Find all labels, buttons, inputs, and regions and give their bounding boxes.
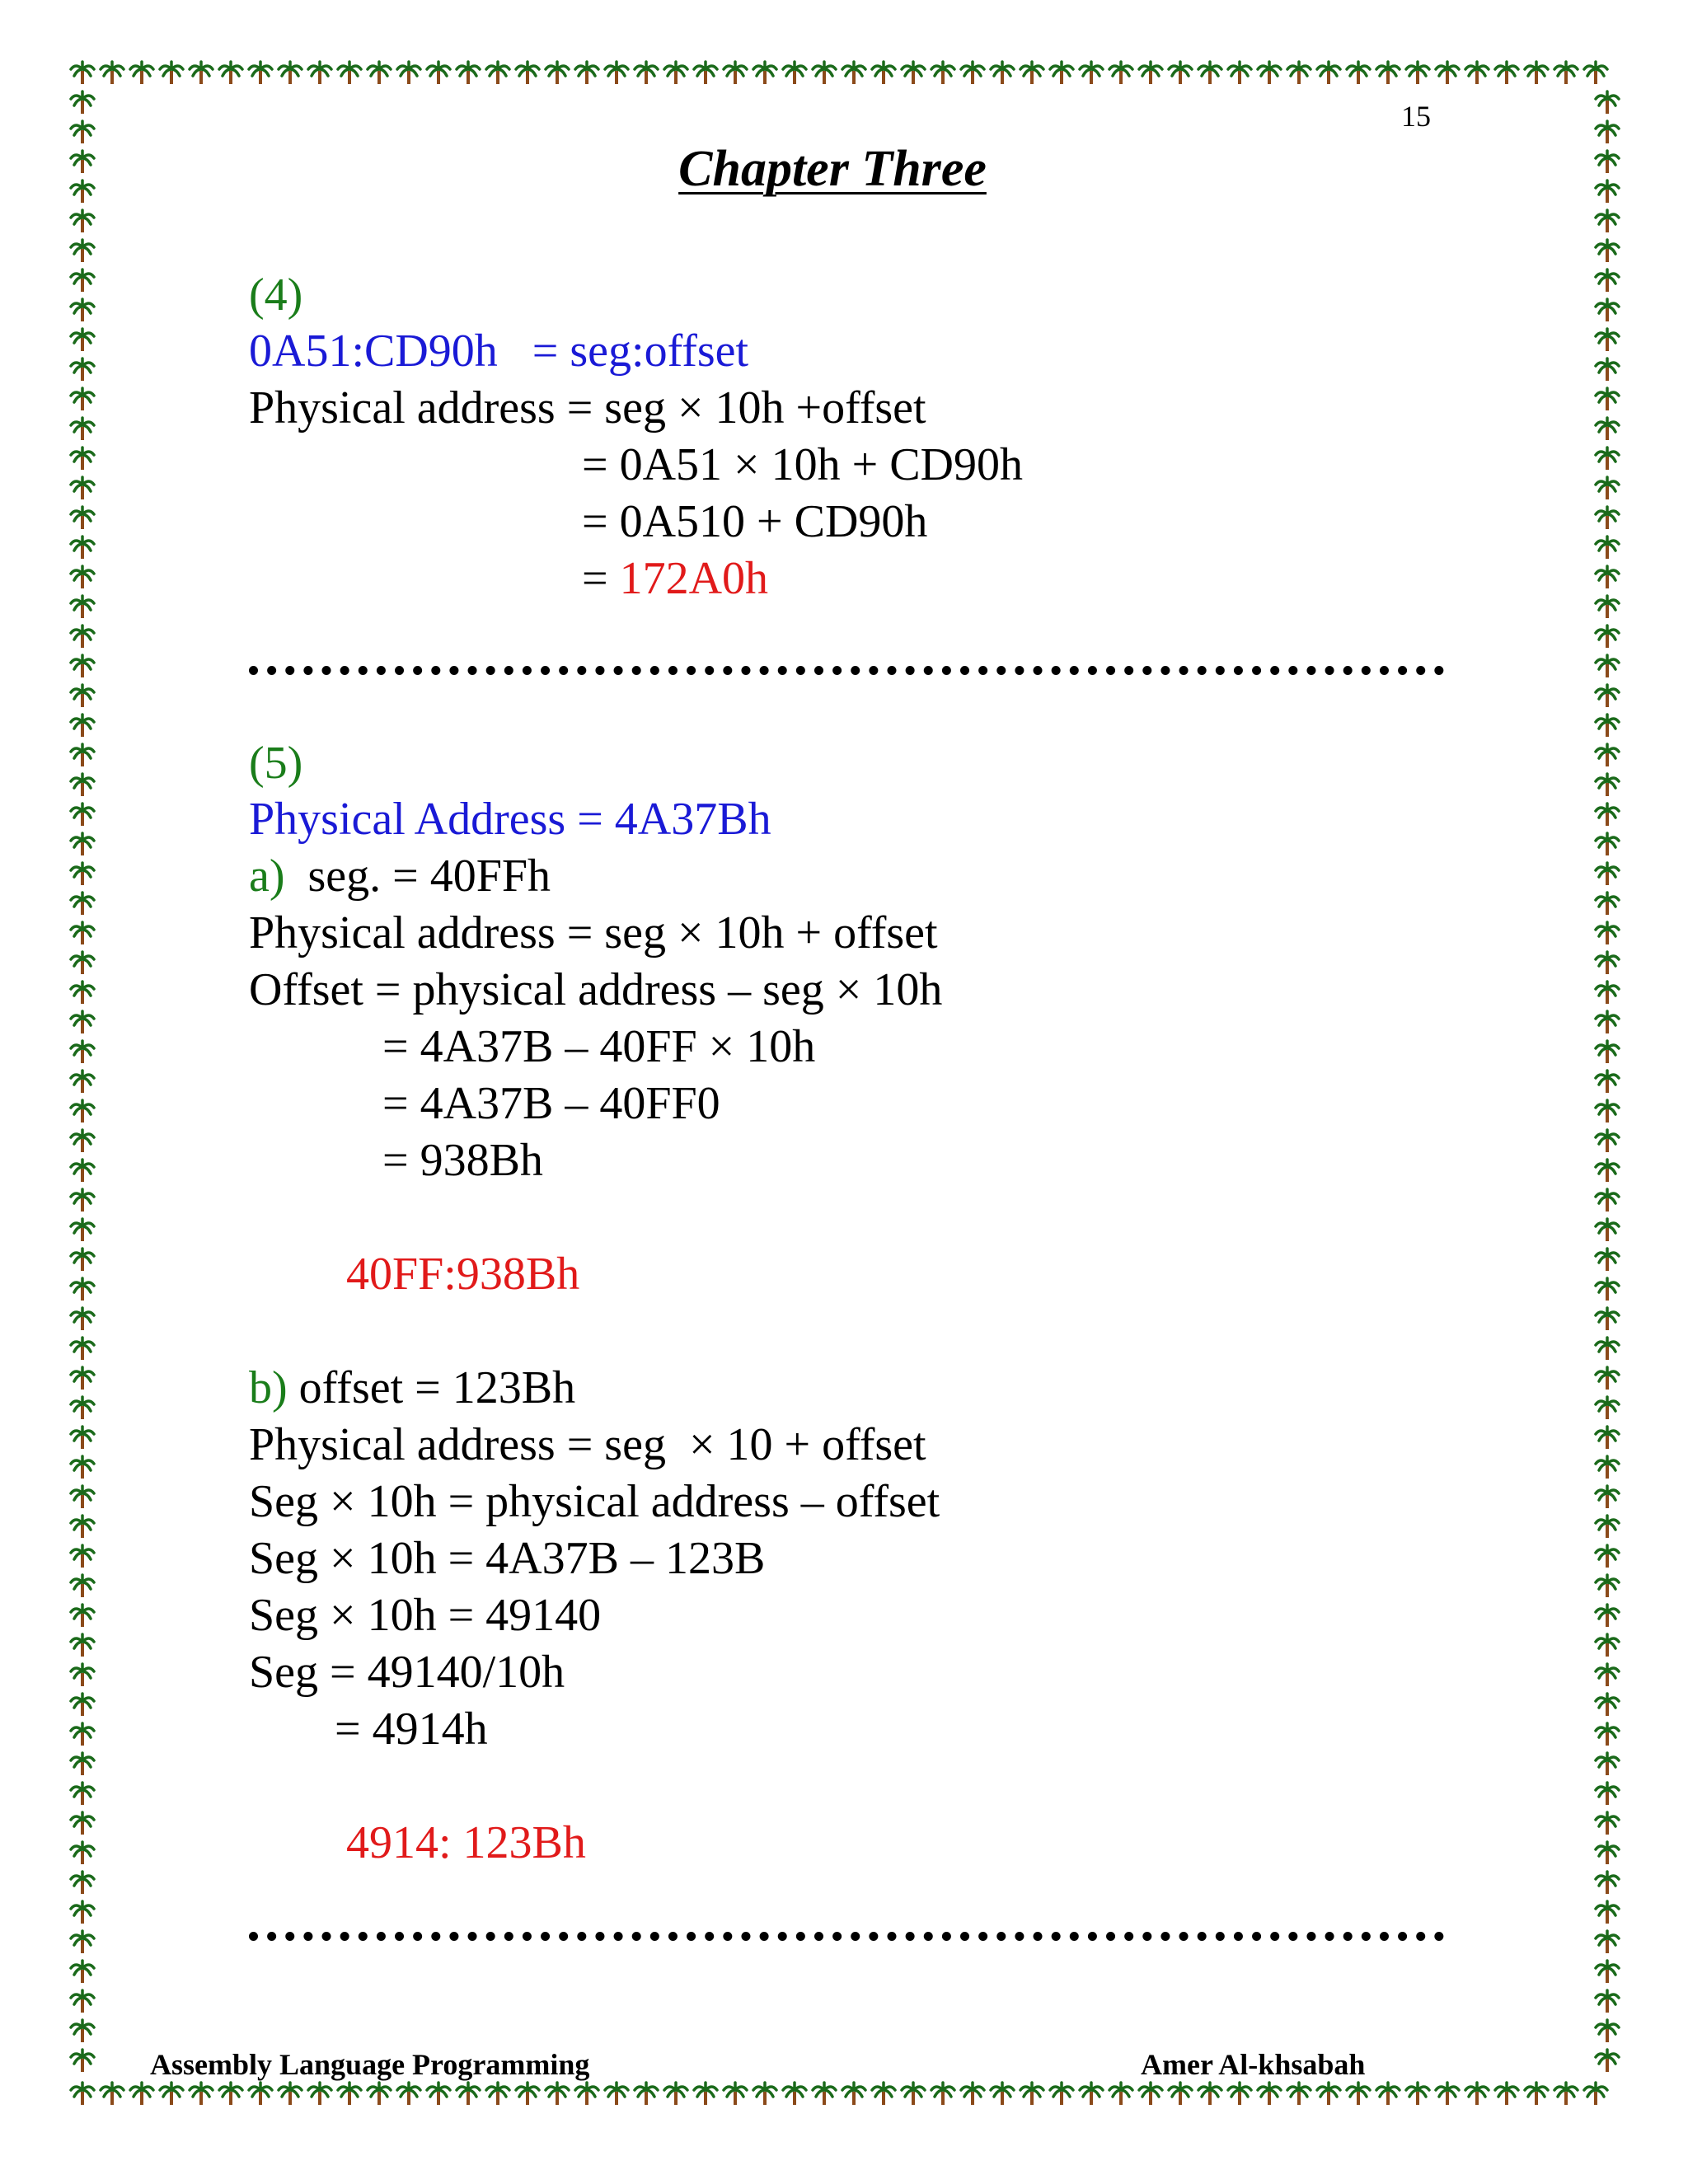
palm-tree-icon <box>71 1189 94 1212</box>
palm-tree-icon <box>1596 1872 1619 1894</box>
palm-tree-icon <box>1596 1041 1619 1063</box>
palm-tree-icon <box>516 2083 539 2105</box>
problem-4-label: (4) <box>249 269 303 321</box>
palm-tree-icon <box>1596 833 1619 855</box>
palm-tree-icon <box>279 62 302 84</box>
palm-tree-icon <box>71 537 94 559</box>
palm-tree-icon <box>71 982 94 1004</box>
part-a-given: seg. = 40FFh <box>284 851 551 902</box>
problem-4-result-line <box>582 555 768 602</box>
palm-tree-icon <box>1596 1664 1619 1686</box>
palm-tree-icon <box>1596 537 1619 559</box>
palm-tree-icon <box>160 62 183 84</box>
palm-tree-icon <box>71 1634 94 1657</box>
page-number: 15 <box>1401 100 1431 133</box>
palm-tree-icon <box>160 2083 183 2105</box>
palm-tree-icon <box>71 1990 94 2013</box>
palm-tree-icon <box>1596 626 1619 648</box>
problem-5-label: (5) <box>249 738 303 789</box>
part-b-step-2: Seg × 10h = 49140 <box>249 1590 602 1641</box>
palm-tree-icon <box>71 1486 94 1508</box>
footer-author: Amer Al-khsabah <box>1141 2048 1366 2081</box>
palm-tree-icon <box>753 2083 776 2105</box>
footer-course-title: Assembly Language Programming <box>150 2048 590 2081</box>
palm-tree-icon <box>1596 1427 1619 1449</box>
part-b-marker: b) <box>249 1362 288 1413</box>
part-a-step-2: = 4A37B – 40FF0 <box>382 1078 720 1129</box>
palm-tree-icon <box>1169 2083 1192 2105</box>
palm-tree-icon <box>1596 1338 1619 1360</box>
palm-tree-icon <box>813 62 836 84</box>
palm-tree-icon <box>1584 62 1607 84</box>
palm-tree-icon <box>1020 62 1043 84</box>
palm-tree-icon <box>1596 1931 1619 1953</box>
palm-tree-icon <box>71 922 94 944</box>
palm-tree-icon <box>1596 1189 1619 1212</box>
palm-tree-icon <box>1596 388 1619 410</box>
palm-tree-icon <box>71 1308 94 1330</box>
palm-tree-icon <box>1376 62 1400 84</box>
palm-tree-icon <box>71 804 94 826</box>
palm-tree-icon <box>991 2083 1014 2105</box>
palm-tree-icon <box>1139 62 1162 84</box>
part-b-step-3: Seg = 49140/10h <box>249 1647 565 1698</box>
palm-tree-icon <box>71 1130 94 1152</box>
palm-tree-icon <box>635 2083 658 2105</box>
palm-tree-icon <box>575 2083 598 2105</box>
palm-tree-icon <box>664 62 687 84</box>
palm-tree-icon <box>1596 1783 1619 1805</box>
palm-tree-icon <box>71 1338 94 1360</box>
palm-tree-icon <box>1596 804 1619 826</box>
palm-tree-icon <box>1596 1367 1619 1390</box>
part-b-formula: Physical address = seg × 10 + offset <box>249 1419 926 1470</box>
palm-tree-icon <box>635 62 658 84</box>
palm-tree-icon <box>753 62 776 84</box>
palm-tree-icon <box>1596 1575 1619 1597</box>
palm-tree-icon <box>71 1575 94 1597</box>
palm-tree-icon <box>1596 1456 1619 1479</box>
palm-tree-icon <box>71 1901 94 1924</box>
palm-tree-icon <box>1596 1605 1619 1627</box>
palm-tree-icon <box>1596 566 1619 588</box>
palm-tree-icon <box>1495 2083 1518 2105</box>
palm-tree-icon <box>1258 2083 1281 2105</box>
palm-tree-icon <box>1596 418 1619 440</box>
problem-4-formula: Physical address = seg × 10h +offset <box>249 382 926 434</box>
palm-tree-icon <box>1596 1694 1619 1716</box>
palm-tree-icon <box>101 62 124 84</box>
palm-tree-icon <box>1596 1516 1619 1538</box>
palm-tree-icon <box>1525 2083 1548 2105</box>
palm-tree-icon <box>872 2083 895 2105</box>
part-a-marker: a) <box>249 851 285 902</box>
palm-tree-icon <box>71 833 94 855</box>
palm-tree-icon <box>71 1516 94 1538</box>
part-b-given-line <box>249 1362 576 1413</box>
palm-tree-icon <box>71 1427 94 1449</box>
palm-tree-icon <box>71 418 94 440</box>
palm-tree-icon <box>457 62 480 84</box>
problem-4-given: 0A51:CD90h = seg:offset <box>249 326 749 377</box>
palm-tree-icon <box>71 1278 94 1301</box>
palm-tree-icon <box>308 2083 331 2105</box>
palm-tree-icon <box>71 1071 94 1093</box>
palm-tree-icon <box>71 1397 94 1419</box>
palm-tree-icon <box>1596 1160 1619 1182</box>
palm-tree-icon <box>991 62 1014 84</box>
dotted-divider <box>249 1932 1444 1941</box>
palm-tree-icon <box>1495 62 1518 84</box>
palm-tree-icon <box>1596 952 1619 974</box>
palm-tree-icon <box>486 62 509 84</box>
palm-tree-icon <box>1465 62 1489 84</box>
palm-tree-icon <box>71 1694 94 1716</box>
palm-tree-icon <box>71 1664 94 1686</box>
palm-tree-icon <box>71 655 94 677</box>
dotted-divider <box>249 666 1444 675</box>
problem-4-step-2: = 0A510 + CD90h <box>582 496 928 547</box>
problem-4-result-prefix: = <box>582 553 620 604</box>
palm-tree-icon <box>1347 62 1370 84</box>
palm-tree-icon <box>783 62 806 84</box>
palm-tree-icon <box>427 2083 450 2105</box>
palm-tree-icon <box>1596 1545 1619 1568</box>
palm-tree-icon <box>1596 774 1619 796</box>
palm-tree-icon <box>605 2083 628 2105</box>
palm-tree-icon <box>1347 2083 1370 2105</box>
palm-tree-icon <box>1596 448 1619 470</box>
palm-tree-icon <box>1596 1278 1619 1301</box>
palm-tree-icon <box>1465 2083 1489 2105</box>
palm-tree-icon <box>368 62 391 84</box>
palm-tree-icon <box>1109 2083 1132 2105</box>
palm-tree-icon <box>71 1249 94 1271</box>
palm-tree-icon <box>249 2083 272 2105</box>
palm-tree-icon <box>931 2083 954 2105</box>
palm-tree-icon <box>1525 62 1548 84</box>
palm-tree-icon <box>546 2083 569 2105</box>
palm-tree-icon <box>190 62 213 84</box>
palm-tree-icon <box>71 2050 94 2072</box>
part-b-step-4: = 4914h <box>335 1704 488 1755</box>
palm-tree-icon <box>1050 62 1073 84</box>
palm-tree-icon <box>1436 62 1459 84</box>
palm-tree-icon <box>1596 2050 1619 2072</box>
palm-tree-icon <box>71 507 94 529</box>
palm-tree-icon <box>1317 62 1340 84</box>
palm-tree-icon <box>961 2083 984 2105</box>
palm-tree-icon <box>694 2083 717 2105</box>
palm-tree-icon <box>71 329 94 351</box>
palm-tree-icon <box>516 62 539 84</box>
part-b-answer: 4914: 123Bh <box>346 1817 586 1868</box>
palm-tree-icon <box>71 715 94 737</box>
palm-tree-icon <box>1596 982 1619 1004</box>
palm-tree-icon <box>783 2083 806 2105</box>
palm-tree-icon <box>219 62 242 84</box>
palm-tree-icon <box>71 2020 94 2042</box>
palm-tree-icon <box>71 1931 94 1953</box>
palm-tree-icon <box>71 1160 94 1182</box>
palm-tree-icon <box>71 1812 94 1835</box>
palm-tree-icon <box>71 240 94 262</box>
palm-tree-icon <box>1596 210 1619 232</box>
palm-tree-icon <box>872 62 895 84</box>
palm-tree-icon <box>1596 1990 1619 2013</box>
palm-tree-icon <box>1596 1249 1619 1271</box>
palm-tree-icon <box>71 893 94 915</box>
palm-tree-icon <box>1169 62 1192 84</box>
palm-tree-icon <box>842 62 865 84</box>
part-a-step-3: = 938Bh <box>382 1135 543 1186</box>
palm-tree-icon <box>842 2083 865 2105</box>
palm-tree-icon <box>961 62 984 84</box>
palm-tree-icon <box>71 269 94 292</box>
palm-tree-icon <box>71 1456 94 1479</box>
palm-tree-icon <box>308 62 331 84</box>
palm-tree-icon <box>664 2083 687 2105</box>
palm-tree-icon <box>1228 62 1251 84</box>
palm-tree-icon <box>1050 2083 1073 2105</box>
palm-tree-icon <box>931 62 954 84</box>
palm-tree-icon <box>1596 91 1619 114</box>
palm-tree-icon <box>71 952 94 974</box>
palm-tree-icon <box>427 62 450 84</box>
palm-tree-icon <box>1584 2083 1607 2105</box>
palm-tree-icon <box>1287 2083 1311 2105</box>
palm-tree-icon <box>1596 1842 1619 1864</box>
palm-tree-icon <box>1596 1397 1619 1419</box>
palm-tree-icon <box>130 2083 153 2105</box>
palm-tree-icon <box>1596 329 1619 351</box>
palm-tree-icon <box>1109 62 1132 84</box>
palm-tree-icon <box>902 2083 925 2105</box>
palm-tree-icon <box>1596 240 1619 262</box>
palm-tree-icon <box>397 2083 420 2105</box>
palm-tree-icon <box>190 2083 213 2105</box>
palm-tree-icon <box>71 1545 94 1568</box>
palm-tree-icon <box>71 1753 94 1775</box>
palm-tree-icon <box>1436 2083 1459 2105</box>
palm-tree-icon <box>1596 685 1619 707</box>
palm-tree-icon <box>71 299 94 321</box>
palm-tree-icon <box>71 1842 94 1864</box>
palm-tree-icon <box>71 388 94 410</box>
palm-tree-icon <box>1596 1812 1619 1835</box>
palm-tree-icon <box>249 62 272 84</box>
palm-tree-icon <box>71 1219 94 1241</box>
palm-tree-icon <box>1596 507 1619 529</box>
part-a-formula: Physical address = seg × 10h + offset <box>249 907 938 958</box>
palm-tree-icon <box>71 1605 94 1627</box>
palm-tree-icon <box>71 477 94 499</box>
palm-tree-icon <box>1198 2083 1221 2105</box>
palm-tree-icon <box>71 1011 94 1033</box>
part-a-step-1: = 4A37B – 40FF × 10h <box>382 1021 816 1072</box>
palm-tree-icon <box>1596 596 1619 618</box>
palm-tree-icon <box>1406 2083 1429 2105</box>
palm-tree-icon <box>1228 2083 1251 2105</box>
palm-tree-icon <box>694 62 717 84</box>
palm-tree-icon <box>1596 1486 1619 1508</box>
palm-tree-icon <box>1596 1219 1619 1241</box>
palm-tree-icon <box>1596 655 1619 677</box>
palm-tree-icon <box>457 2083 480 2105</box>
palm-tree-icon <box>1596 1100 1619 1122</box>
part-b-step-1: Seg × 10h = 4A37B – 123B <box>249 1533 766 1584</box>
palm-tree-icon <box>71 210 94 232</box>
palm-tree-icon <box>1596 922 1619 944</box>
palm-tree-icon <box>1080 62 1103 84</box>
palm-tree-icon <box>71 566 94 588</box>
palm-tree-icon <box>71 1961 94 1983</box>
palm-tree-icon <box>1406 62 1429 84</box>
palm-tree-icon <box>1198 62 1221 84</box>
palm-tree-icon <box>368 2083 391 2105</box>
palm-tree-icon <box>1596 715 1619 737</box>
palm-tree-icon <box>1596 1071 1619 1093</box>
palm-tree-icon <box>724 62 747 84</box>
palm-tree-icon <box>71 863 94 885</box>
part-b-rearranged: Seg × 10h = physical address – offset <box>249 1476 940 1527</box>
palm-tree-icon <box>1596 269 1619 292</box>
palm-tree-icon <box>71 596 94 618</box>
palm-tree-icon <box>1596 863 1619 885</box>
palm-tree-icon <box>71 1367 94 1390</box>
palm-tree-icon <box>1596 744 1619 766</box>
palm-tree-icon <box>1596 1723 1619 1746</box>
palm-tree-icon <box>575 62 598 84</box>
palm-tree-icon <box>71 1041 94 1063</box>
palm-tree-icon <box>71 1723 94 1746</box>
palm-tree-icon <box>1596 1634 1619 1657</box>
palm-tree-icon <box>71 1783 94 1805</box>
palm-tree-icon <box>1020 2083 1043 2105</box>
palm-tree-icon <box>1554 62 1578 84</box>
palm-tree-icon <box>1139 2083 1162 2105</box>
palm-tree-icon <box>71 359 94 381</box>
palm-tree-icon <box>1287 62 1311 84</box>
problem-5-given: Physical Address = 4A37Bh <box>249 794 771 845</box>
palm-tree-icon <box>1596 1308 1619 1330</box>
palm-tree-icon <box>1596 1130 1619 1152</box>
palm-tree-icon <box>71 685 94 707</box>
palm-tree-icon <box>1596 299 1619 321</box>
palm-tree-icon <box>71 1872 94 1894</box>
palm-tree-icon <box>1596 893 1619 915</box>
palm-tree-icon <box>1596 1961 1619 1983</box>
part-a-given-line <box>249 851 551 902</box>
part-a-answer: 40FF:938Bh <box>346 1249 580 1300</box>
palm-tree-icon <box>71 91 94 114</box>
palm-tree-icon <box>101 2083 124 2105</box>
palm-tree-icon <box>546 62 569 84</box>
palm-tree-icon <box>397 62 420 84</box>
palm-tree-icon <box>1596 1011 1619 1033</box>
palm-tree-icon <box>486 2083 509 2105</box>
palm-tree-icon <box>219 2083 242 2105</box>
palm-tree-icon <box>71 2083 94 2105</box>
palm-tree-icon <box>71 774 94 796</box>
palm-tree-icon <box>1376 2083 1400 2105</box>
palm-tree-icon <box>1596 1753 1619 1775</box>
palm-tree-icon <box>338 2083 361 2105</box>
palm-tree-icon <box>71 626 94 648</box>
palm-tree-icon <box>71 448 94 470</box>
palm-tree-icon <box>1080 2083 1103 2105</box>
palm-tree-icon <box>1596 1901 1619 1924</box>
palm-tree-icon <box>1596 477 1619 499</box>
palm-tree-icon <box>1596 2020 1619 2042</box>
palm-tree-icon <box>130 62 153 84</box>
palm-tree-icon <box>71 62 94 84</box>
palm-tree-icon <box>71 744 94 766</box>
palm-tree-icon <box>605 62 628 84</box>
palm-tree-icon <box>338 62 361 84</box>
palm-tree-icon <box>813 2083 836 2105</box>
part-b-given: offset = 123Bh <box>287 1362 576 1413</box>
problem-4-result: 172A0h <box>619 553 769 604</box>
palm-tree-icon <box>1554 2083 1578 2105</box>
problem-4-step-1: = 0A51 × 10h + CD90h <box>582 439 1023 490</box>
chapter-title: Chapter Three <box>678 141 987 197</box>
palm-tree-icon <box>902 62 925 84</box>
palm-tree-icon <box>1317 2083 1340 2105</box>
part-a-rearranged: Offset = physical address – seg × 10h <box>249 964 943 1015</box>
palm-tree-icon <box>1596 359 1619 381</box>
palm-tree-icon <box>71 1100 94 1122</box>
palm-tree-icon <box>1258 62 1281 84</box>
palm-tree-icon <box>724 2083 747 2105</box>
palm-tree-icon <box>279 2083 302 2105</box>
